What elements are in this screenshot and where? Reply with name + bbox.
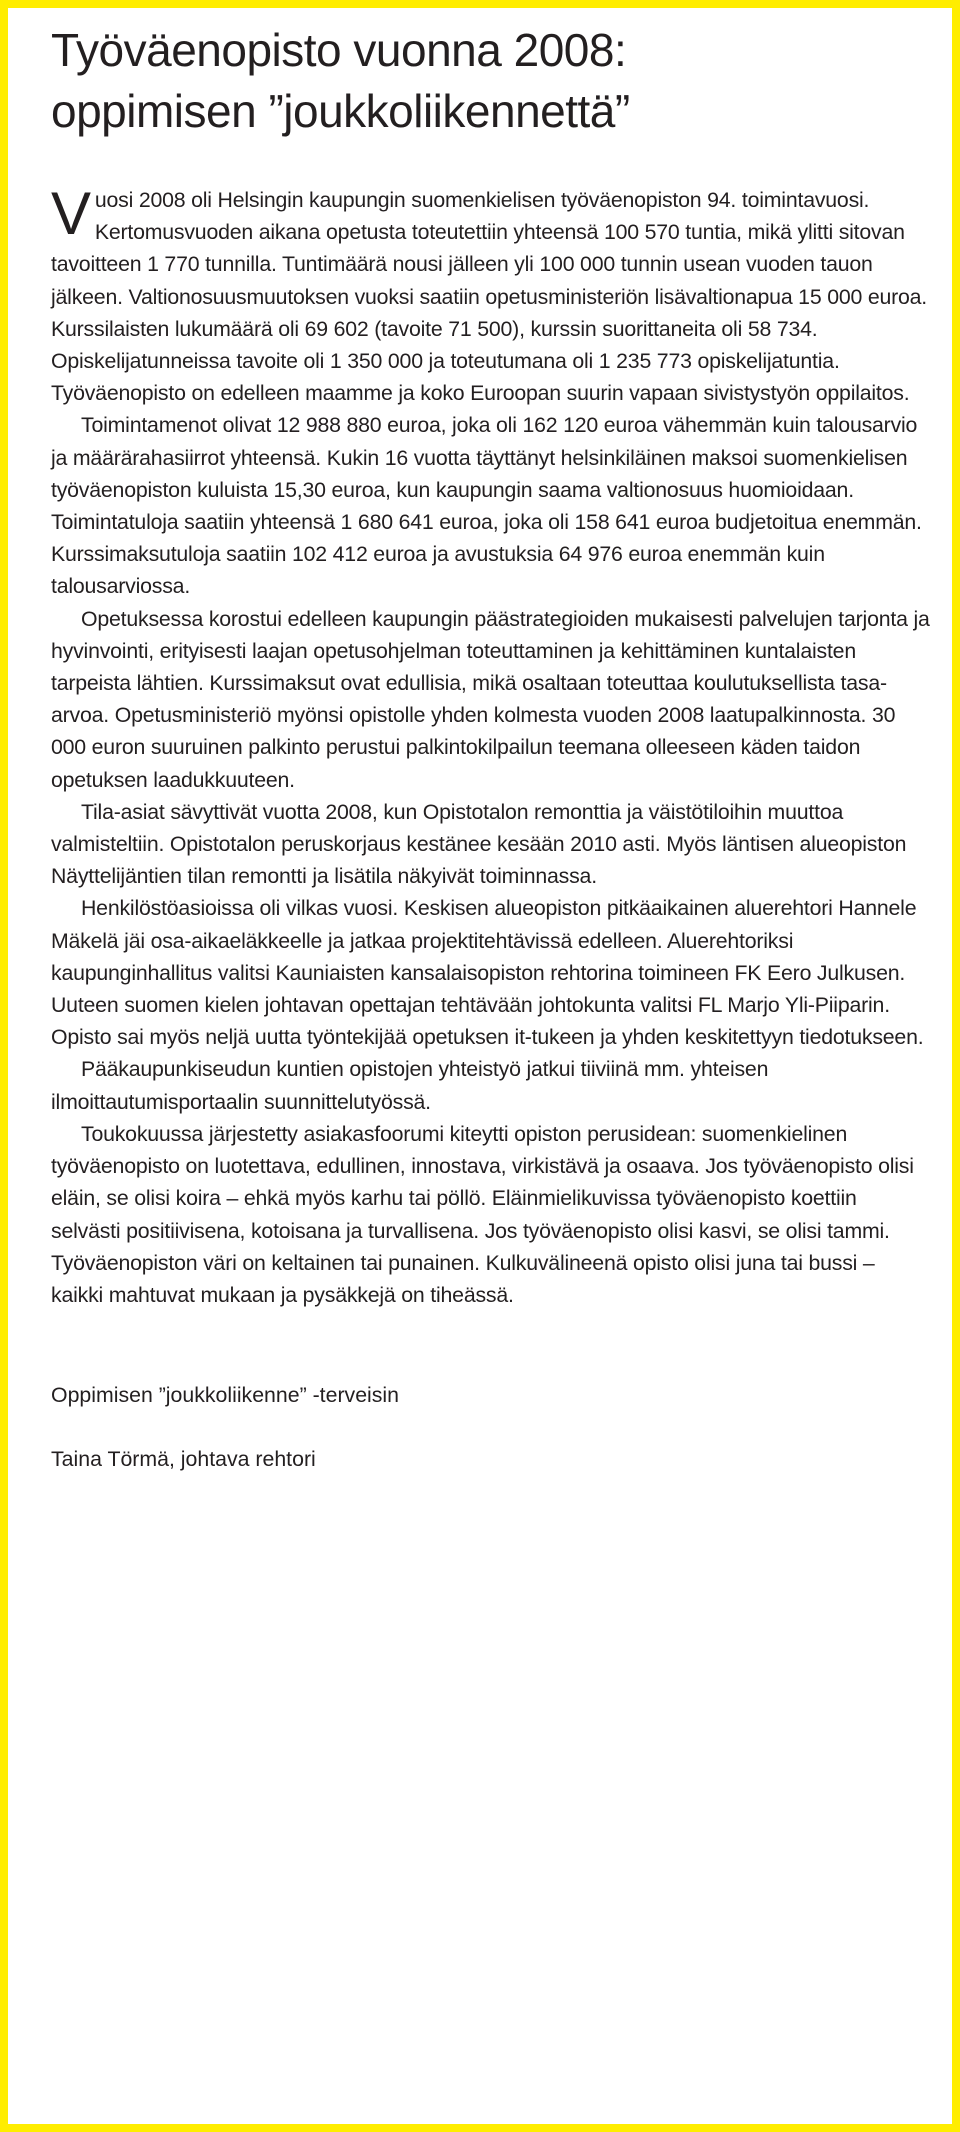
paragraph-6: Pääkaupunkiseudun kuntien opistojen yhteistyö jatkui tiiviinä mm. yhteisen ilmoittautumisportaalin suunnittelutyössä.	[51, 1057, 769, 1114]
title-line-1: Työväenopisto vuonna 2008:	[51, 24, 627, 76]
paragraph-4: Tila-asiat sävyttivät vuotta 2008, kun Opistotalon remonttia ja väistötiloihin muuttoa valmisteltiin. Opistotalon peruskorjaus kestänee kesään 2010 asti. Myös läntisen alueopiston Näyttelijäntien tilan remontti ja lisätila näkyivät toiminnassa.	[51, 799, 907, 889]
page-title	[51, 20, 931, 142]
article-body	[51, 180, 931, 1311]
document-page	[8, 8, 952, 2124]
paragraph-5: Henkilöstöasioissa oli vilkas vuosi. Keskisen alueopiston pitkäaikainen aluerehtori Hannele Mäkelä jäi osa-aikaeläkkeelle ja jatkaa projektitehtävissä edelleen. Aluerehtoriksi kaupunginhallitus valitsi Kauniaisten kansalaisopiston rehtorina toimineen FK Eero Julkusen. Uuteen suomen kielen johtavan opettajan tehtävään johtokunta valitsi FL Marjo Yli-Piiparin. Opisto sai myös neljä uutta työntekijää opetuksen it-tukeen ja yhden keskitettyyn tiedotukseen.	[51, 896, 924, 1050]
signature: Taina Törmä, johtava rehtori	[51, 1447, 316, 1472]
paragraph-7: Toukokuussa järjestetty asiakasfoorumi kiteytti opiston perusidean: suomenkielinen työväenopisto on luotettava, edullinen, innostava, virkistävä ja osaava. Jos työväenopisto olisi eläin, se olisi koira – ehkä myös karhu tai pöllö. Eläinmielikuvissa työväenopisto koettiin selvästi positiivisena, kotoisana ja turvallisena. Jos työväenopisto olisi kasvi, se olisi tammi. Työväenopiston väri on keltainen tai punainen. Kulkuvälineenä opisto olisi juna tai bussi – kaikki mahtuvat mukaan ja pysäkkejä on tiheässä.	[51, 1121, 914, 1307]
title-line-2: oppimisen ”joukkoliikennettä”	[51, 85, 630, 137]
signature-block	[51, 1379, 931, 1475]
article	[51, 20, 931, 1507]
paragraph-1-text: uosi 2008 oli Helsingin kaupungin suomenkielisen työväenopiston 94. toimintavuosi. Kertomusvuoden aikana opetusta toteutettiin yhteensä 100 570 tuntia, mikä ylitti sitovan tavoitteen 1 770 tunnilla. Tuntimäärä nousi jälleen yli 100 000 tunnin usean vuoden tauon jälkeen. Valtionosuusmuutoksen vuoksi saatiin opetusministeriön lisävaltionapua 15 000 euroa. Kurssilaisten lukumäärä oli 69 602 (tavoite 71 500), kurssin suorittaneita oli 58 734. Opiskelijatunneissa tavoite oli 1 350 000 ja toteutumana oli 1 235 773 opiskelijatuntia. Työväenopisto on edelleen maamme ja koko Euroopan suurin vapaan sivistystyön oppilaitos.	[51, 188, 928, 406]
drop-cap: V	[51, 180, 91, 247]
paragraph-1	[51, 180, 931, 409]
paragraph-2: Toimintamenot olivat 12 988 880 euroa, joka oli 162 120 euroa vähemmän kuin talousarvio ja määrärahasiirrot yhteensä. Kukin 16 vuotta täyttänyt helsinkiläinen maksoi suomenkielisen työväenopiston kuluista 15,30 euroa, kun kaupungin saama valtionosuus huomioidaan. Toimintatuloja saatiin yhteensä 1 680 641 euroa, joka oli 158 641 euroa budjetoitua enemmän. Kurssimaksutuloja saatiin 102 412 euroa ja avustuksia 64 976 euroa enemmän kuin talousarviossa.	[51, 413, 922, 599]
paragraph-3: Opetuksessa korostui edelleen kaupungin päästrategioiden mukaisesti palvelujen tarjonta ja hyvinvointi, erityisesti laajan opetusohjelman toteuttaminen ja kehittäminen kuntalaisten tarpeista lähtien. Kurssimaksut ovat edullisia, mikä osaltaan toteuttaa koulutuksellista tasa-arvoa. Opetusministeriö myönsi opistolle yhden kolmesta vuoden 2008 laatupalkinnosta. 30 000 euron suuruinen palkinto perustui palkintokilpailun teemana olleeseen käden taidon opetuksen laadukkuuteen.	[51, 606, 930, 792]
greeting: Oppimisen ”joukkoliikenne” -terveisin	[51, 1383, 399, 1408]
